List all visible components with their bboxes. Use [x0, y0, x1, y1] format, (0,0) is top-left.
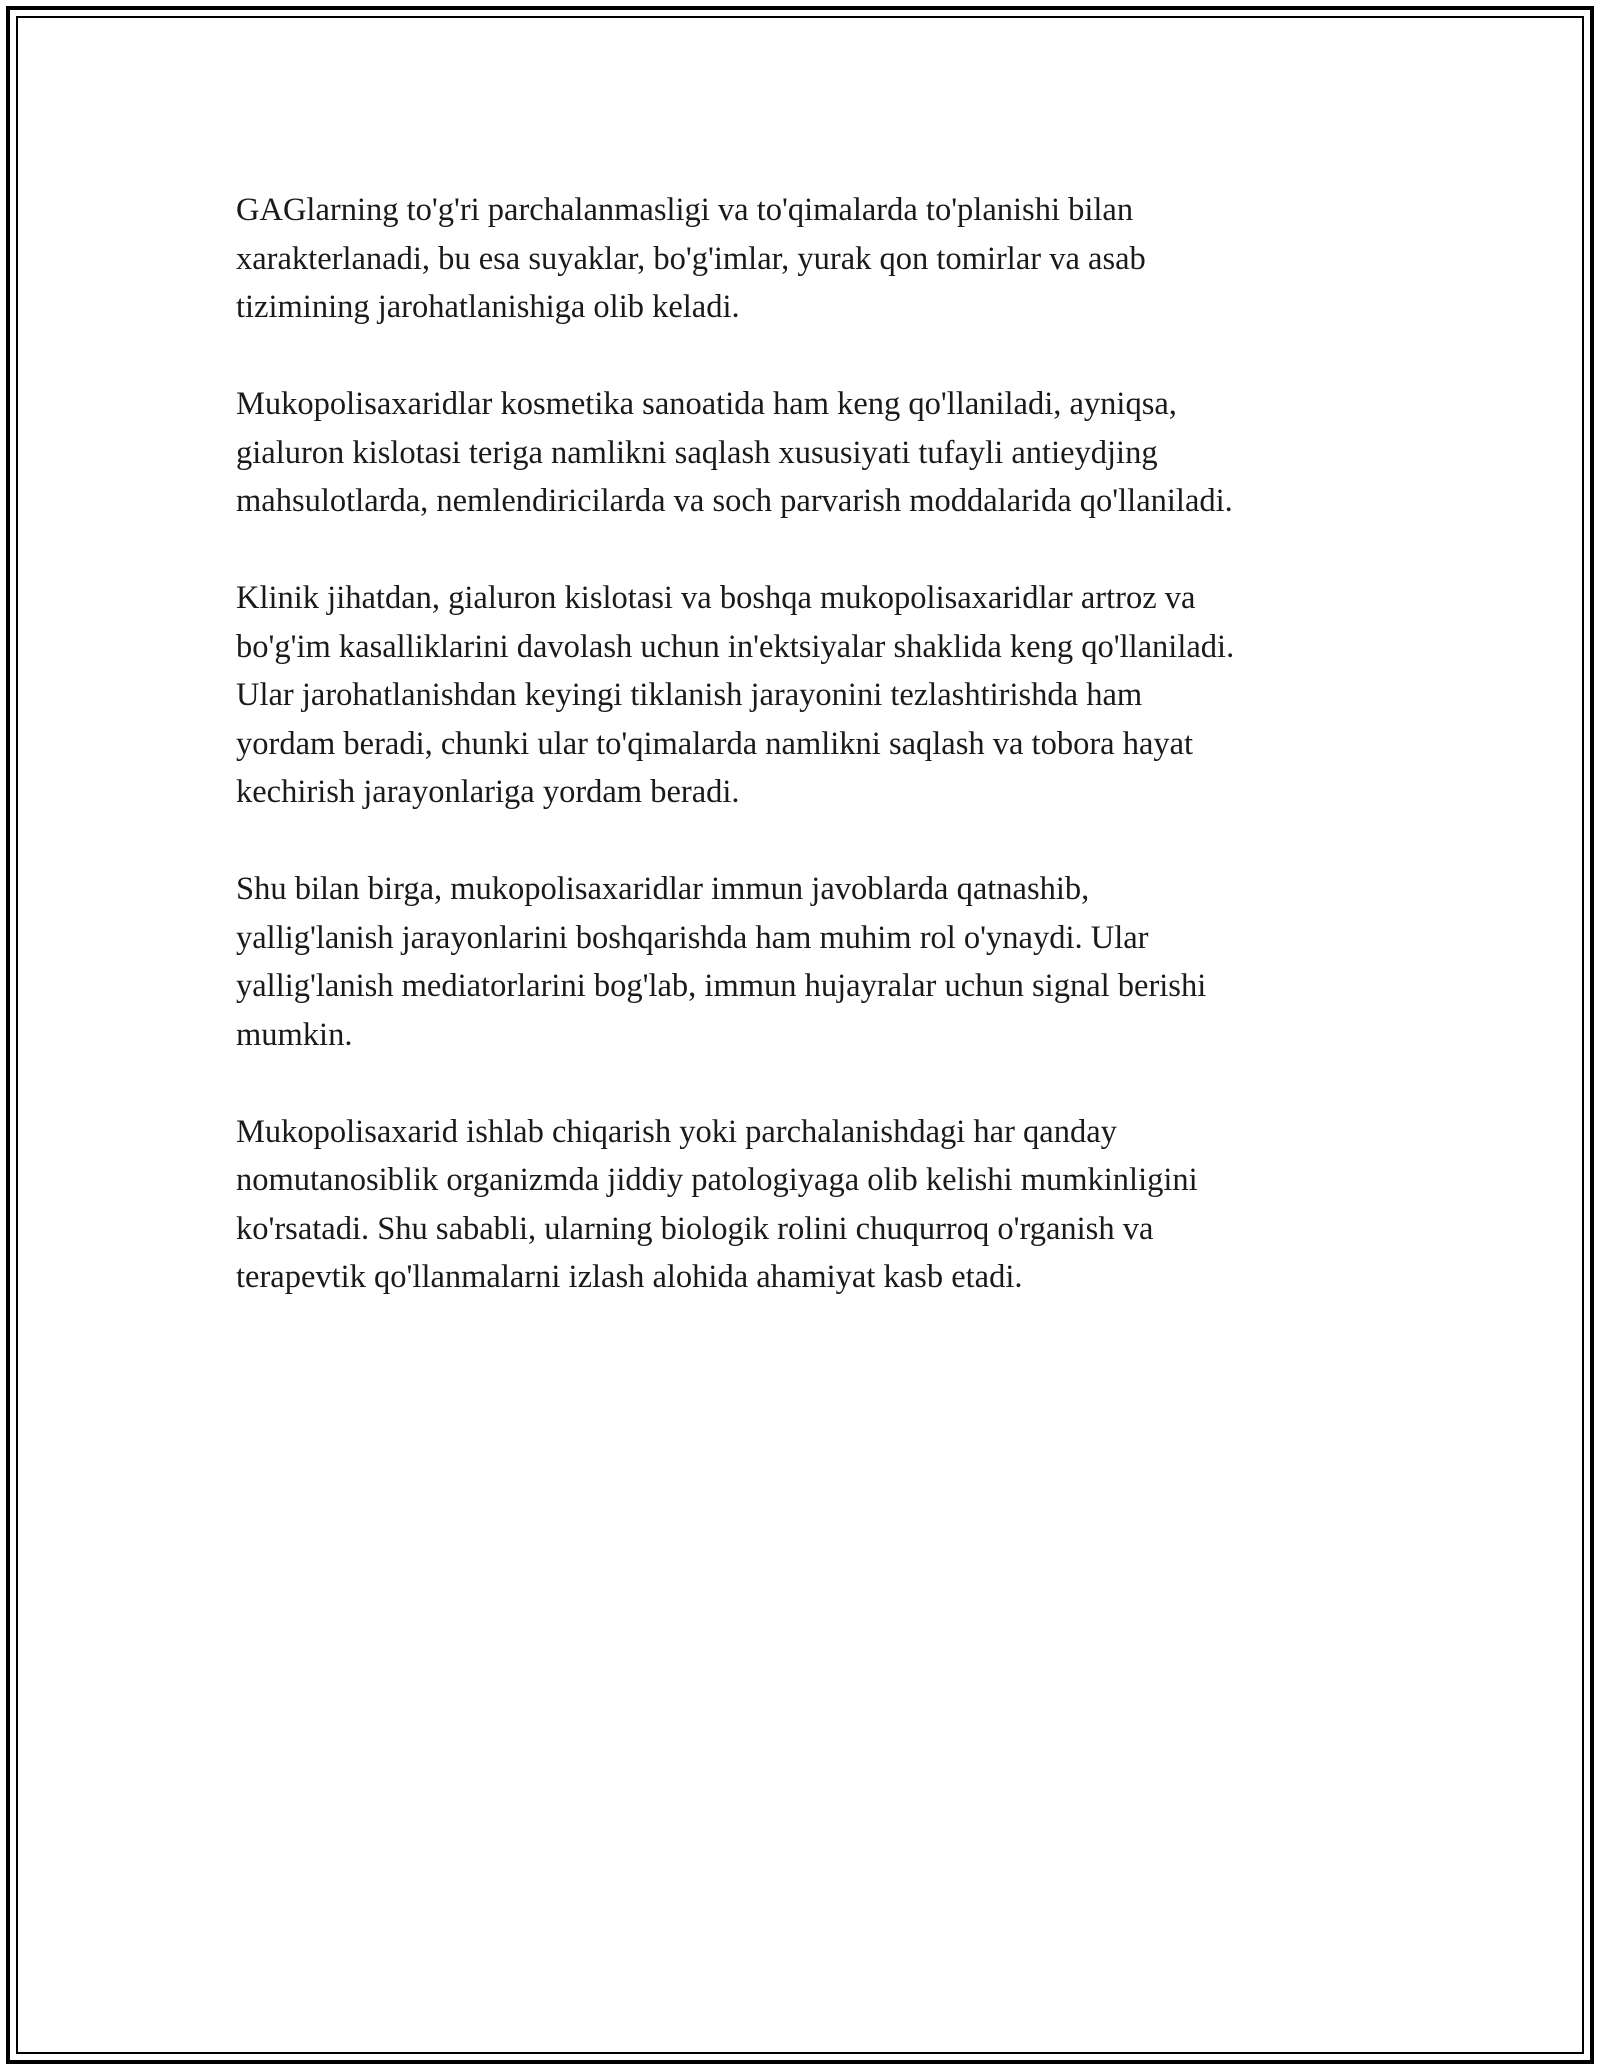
- paragraph: Mukopolisaxarid ishlab chiqarish yoki parchalanishdagi har qanday nomutanosiblik organizmda jiddiy patologiyaga olib kelishi mumkinligini ko'rsatadi. Shu sababli, ularning biologik rolini chuqurroq o'rganish va terapevtik qo'llanmalarni izlash alohida ahamiyat kasb etadi.: [236, 1113, 1198, 1295]
- paragraph: GAGlarning to'g'ri parchalanmasligi va to'qimalarda to'planishi bilan xarakterlanadi, bu esa suyaklar, bo'g'imlar, yurak qon tomirlar va asab tizimining jarohatlanishiga olib keladi.: [236, 192, 1146, 325]
- document-body: [236, 186, 1376, 1350]
- paragraph: Klinik jihatdan, gialuron kislotasi va boshqa mukopolisaxaridlar artroz va bo'g'im kasalliklarini davolash uchun in'ektsiyalar shaklida keng qo'llaniladi. Ular jarohatlanishdan keyingi tiklanish jarayonini tezlashtirishda ham yordam beradi, chunki ular to'qimalarda namlikni saqlash va tobora hayat kechirish jarayonlariga yordam beradi.: [236, 580, 1235, 810]
- paragraph: Mukopolisaxaridlar kosmetika sanoatida ham keng qo'llaniladi, ayniqsa, gialuron kislotasi teriga namlikni saqlash xususiyati tufayli antieydjing mahsulotlarda, nemlendiricilarda va soch parvarish moddalarida qo'llaniladi.: [236, 386, 1233, 519]
- paragraph: Shu bilan birga, mukopolisaxaridlar immun javoblarda qatnashib, yallig'lanish jarayonlarini boshqarishda ham muhim rol o'ynaydi. Ular yallig'lanish mediatorlarini bog'lab, immun hujayralar uchun signal berishi mumkin.: [236, 871, 1207, 1053]
